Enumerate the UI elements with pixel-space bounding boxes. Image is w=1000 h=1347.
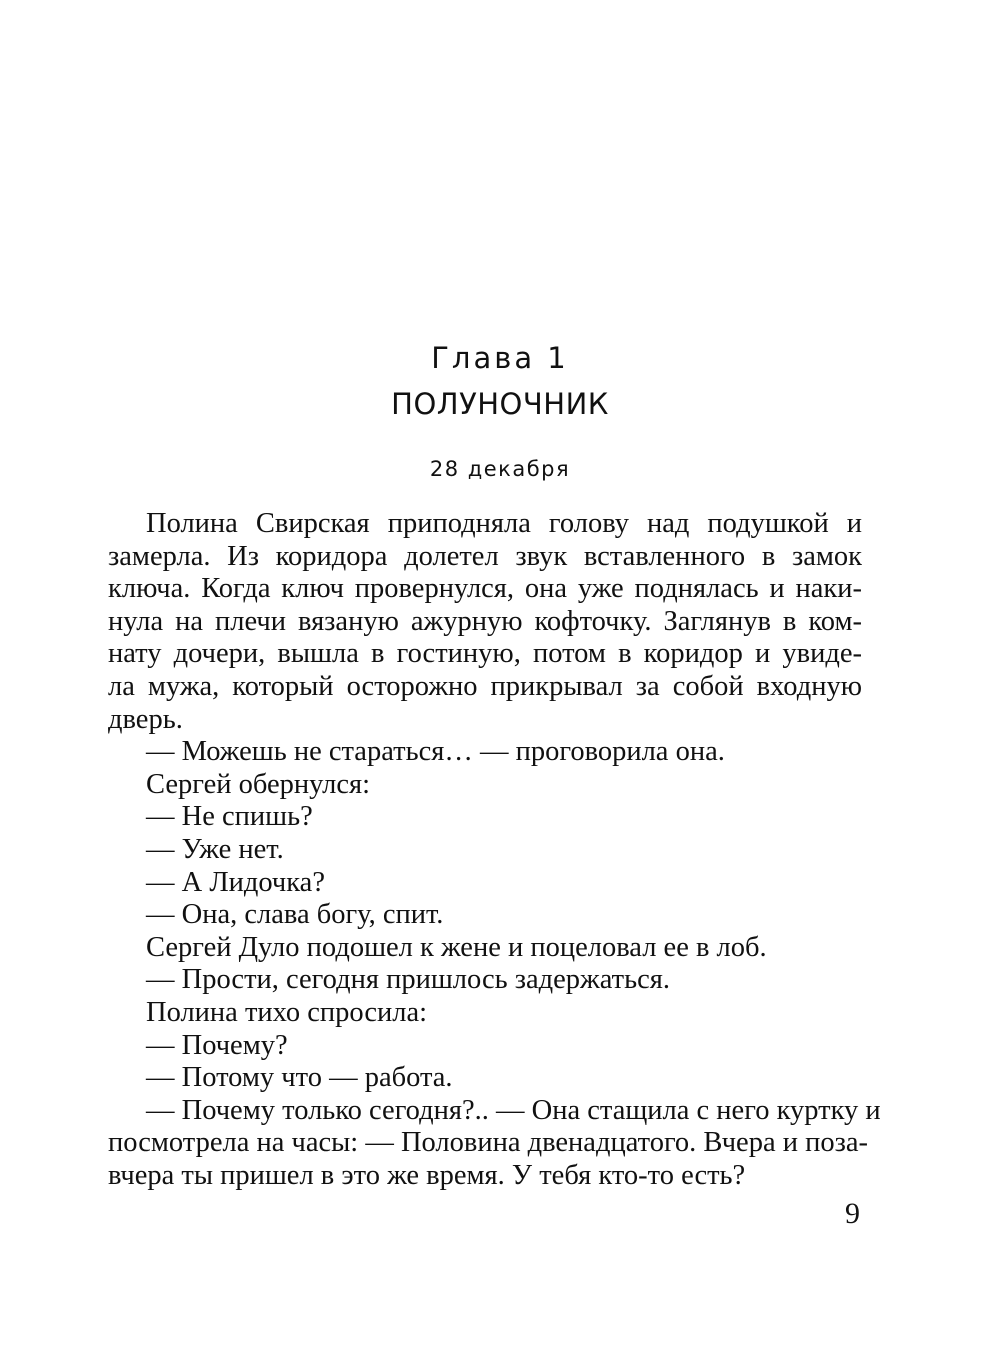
text-line: — Прости, сегодня пришлось задержаться. [146, 964, 670, 996]
body-text [108, 508, 881, 1192]
text-line: посмотрела на часы: — Половина двенадцатого. Вчера и поза- [108, 1127, 869, 1159]
text-line: замерла. Из коридора долетел звук вставленного в замок [108, 540, 862, 572]
page-number: 9 [845, 1197, 860, 1230]
chapter-title: ПОЛУНОЧНИК [391, 387, 609, 421]
text-line: — Можешь не стараться… — проговорила она. [146, 736, 725, 768]
text-line: — Она, слава богу, спит. [146, 899, 444, 931]
text-line: Сергей Дуло подошел к жене и поцеловал ее в лоб. [146, 931, 767, 963]
text-line: — Почему только сегодня?.. — Она стащила с него куртку и [146, 1094, 881, 1126]
text-line: ла мужа, который осторожно прикрывал за собой входную [108, 670, 862, 702]
text-line: — Уже нет. [146, 833, 284, 865]
text-line: — Потому что — работа. [146, 1062, 453, 1094]
text-line: Сергей обернулся: [146, 768, 371, 800]
text-line: — Почему? [146, 1029, 288, 1061]
text-line: Полина тихо спросила: [146, 996, 428, 1028]
text-line: — Не спишь? [146, 801, 313, 833]
chapter-label: Глава 1 [431, 341, 569, 375]
text-line: нула на плечи вязаную ажурную кофточку. Заглянув в ком- [108, 605, 862, 637]
text-line: ключа. Когда ключ провернулся, она уже поднялась и наки- [108, 573, 862, 605]
text-line: нату дочери, вышла в гостиную, потом в коридор и увиде- [108, 638, 862, 670]
chapter-date: 28 декабря [429, 457, 571, 481]
text-line: вчера ты пришел в это же время. У тебя кто-то есть? [108, 1159, 746, 1191]
text-line: Полина Свирская приподняла голову над подушкой и [146, 508, 862, 539]
text-line: дверь. [108, 703, 183, 735]
text-line: — А Лидочка? [146, 866, 325, 898]
